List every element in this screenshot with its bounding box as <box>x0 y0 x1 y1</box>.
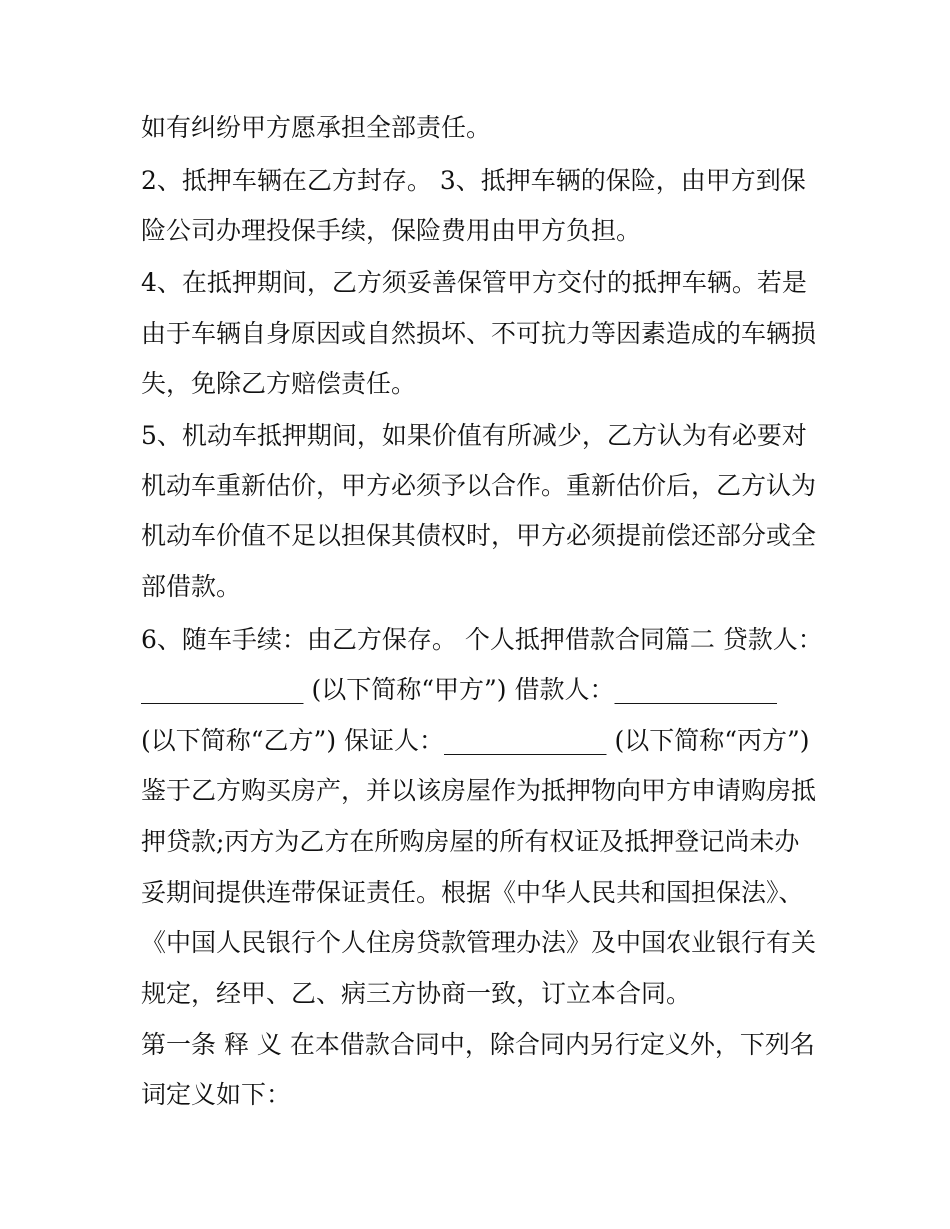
text-line: 由于车辆自身原因或自然损坏、不可抗力等因素造成的车辆损 <box>141 319 817 348</box>
text-line: 妥期间提供连带保证责任。根据《中华人民共和国担保法》、 <box>141 878 804 907</box>
text-line: 如有纠纷甲方愿承担全部责任。 <box>141 113 492 142</box>
text-line: 规定，经甲、乙、病三方协商一致，订立本合同。 <box>141 979 692 1008</box>
text-line: 第一条 释 义 在本借款合同中，除合同内另行定义外，下列名 <box>141 1030 815 1059</box>
text-line: 《中国人民银行个人住房贷款管理办法》及中国农业银行有关 <box>141 928 817 957</box>
text-line: 2、抵押车辆在乙方封存。 3、抵押车辆的保险，由甲方到保 <box>141 166 806 195</box>
text-line: 6、随车手续：由乙方保存。 个人抵押借款合同篇二 贷款人： <box>141 625 823 654</box>
text-line: (以下简称“乙方”) 保证人：_____________ (以下简称“丙方”) <box>141 726 810 755</box>
text-line: 词定义如下： <box>141 1080 292 1109</box>
text-line: 4、在抵押期间，乙方须妥善保管甲方交付的抵押车辆。若是 <box>141 268 807 297</box>
text-line: 险公司办理投保手续，保险费用由甲方负担。 <box>141 216 642 245</box>
text-line: 押贷款;丙方为乙方在所购房屋的所有权证及抵押登记尚未办 <box>141 827 800 856</box>
text-line: 机动车重新估价，甲方必须予以合作。重新估价后，乙方认为 <box>141 471 817 500</box>
text-line: 鉴于乙方购买房产，并以该房屋作为抵押物向甲方申请购房抵 <box>141 776 817 805</box>
text-line: 失，免除乙方赔偿责任。 <box>141 369 417 398</box>
text-line: _____________ (以下简称“甲方”) 借款人：_____________ <box>141 675 777 704</box>
text-line: 5、机动车抵押期间，如果价值有所减少，乙方认为有必要对 <box>141 421 807 450</box>
text-line: 部借款。 <box>141 572 242 601</box>
text-line: 机动车价值不足以担保其债权时，甲方必须提前偿还部分或全 <box>141 521 817 550</box>
